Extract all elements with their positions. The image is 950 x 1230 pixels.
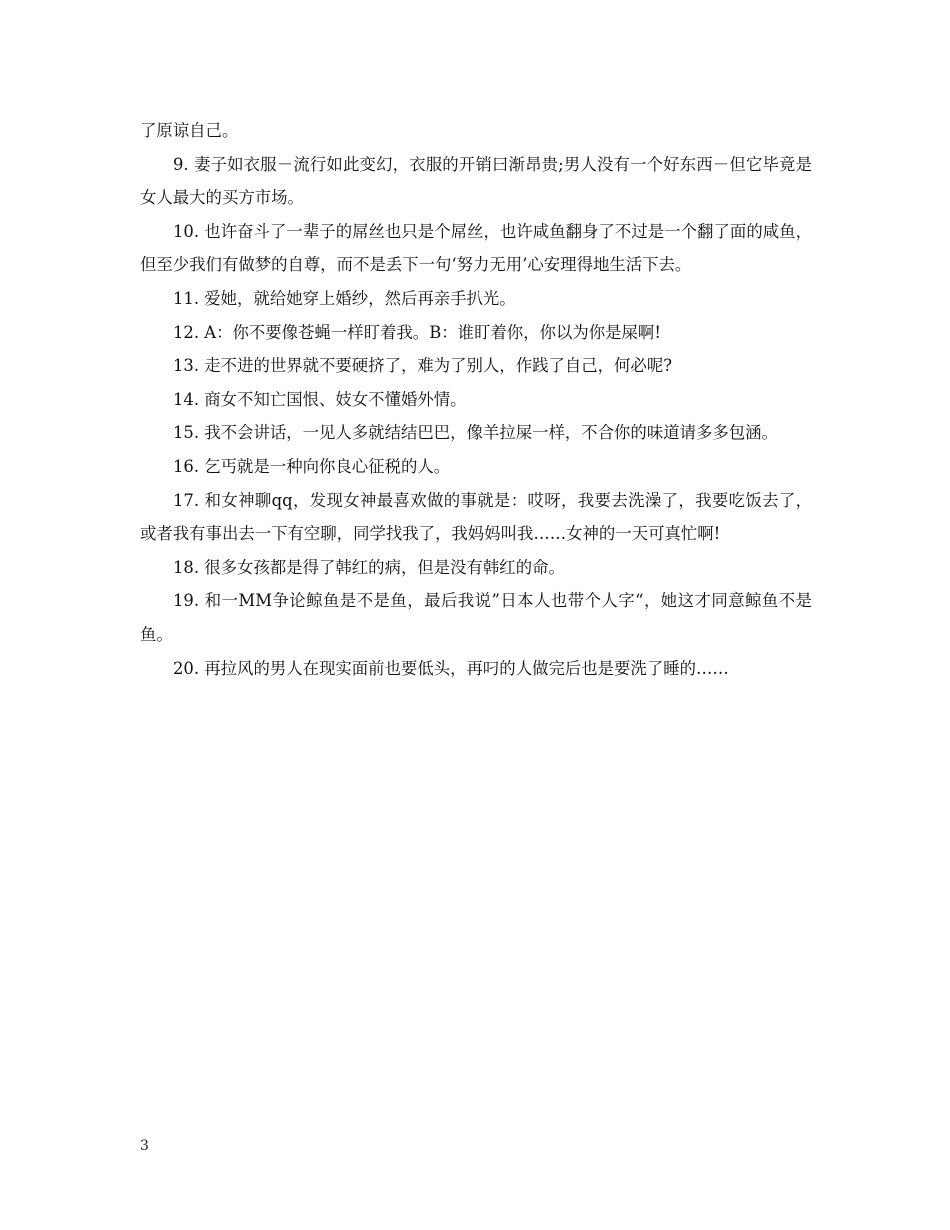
paragraph-item-20: 20. 再拉风的男人在现实面前也要低头，再叼的人做完后也是要洗了睡的……: [173, 658, 729, 678]
paragraph-item-19: 19. 和一MM争论鲸鱼是不是鱼，最后我说”日本人也带个人字“，她这才同意鲸鱼不是鱼。: [140, 591, 812, 644]
paragraph-item-10: 10. 也许奋斗了一辈子的屌丝也只是个屌丝，也许咸鱼翻身了不过是一个翻了面的咸鱼，但至少我们有做梦的自尊，而不是丢下一句‘努力无用’心安理得地生活下去。: [140, 221, 812, 275]
document-body: [140, 114, 812, 685]
paragraph-item-13: 13. 走不进的世界就不要硬挤了，难为了别人，作践了自己，何必呢?: [173, 356, 672, 376]
paragraph-item-14: 14. 商女不知亡国恨、妓女不懂婚外情。: [173, 389, 467, 409]
paragraph-item-15: 15. 我不会讲话，一见人多就结结巴巴，像羊拉屎一样，不合你的味道请多多包涵。: [173, 423, 778, 443]
paragraph-continuation: 了原谅自己。: [140, 121, 239, 140]
paragraph-item-16: 16. 乞丐就是一种向你良心征税的人。: [173, 456, 451, 476]
paragraph-item-17: 17. 和女神聊qq，发现女神最喜欢做的事就是：哎呀，我要去洗澡了，我要吃饭去了，或者我有事出去一下有空聊，同学找我了，我妈妈叫我……女神的一天可真忙啊!: [140, 490, 812, 544]
page-number: 3: [140, 1138, 149, 1154]
paragraph-item-18: 18. 很多女孩都是得了韩红的病，但是没有韩红的命。: [173, 557, 565, 577]
paragraph-item-9: 9. 妻子如衣服－流行如此变幻，衣服的开销曰渐昂贵;男人没有一个好东西－但它毕竟是女人最大的买方市场。: [140, 154, 812, 208]
paragraph-item-12: 12. A：你不要像苍蝇一样盯着我。B：谁盯着你，你以为你是屎啊!: [173, 322, 661, 342]
paragraph-item-11: 11. 爱她，就给她穿上婚纱，然后再亲手扒光。: [173, 288, 516, 308]
